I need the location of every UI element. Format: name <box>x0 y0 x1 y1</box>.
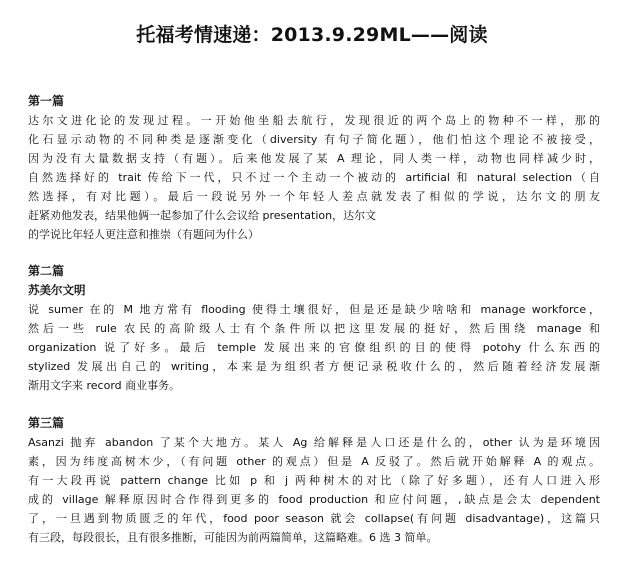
section-heading: 第三篇 <box>28 416 65 430</box>
paragraph-line: organization 说了好多。最后 temple 发展出来的官僚组织的目的使得 potohy 什么东西的 <box>28 341 600 354</box>
paragraph-line: 然选择，有对比题）。最后一段说另外一个年轻人差点就发表了相似的学说，达尔文的朋友 <box>28 190 600 203</box>
section-1 <box>28 92 600 244</box>
paragraph-line: 因为没有大量数据支持（有题）。后来他发展了某 A 理论，同人类一样，动物也同样减少时， <box>28 152 600 165</box>
section-2 <box>28 262 600 395</box>
paragraph-line: 了，一旦遇到物质匮乏的年代，food poor season 就会 collapse(有问题 disadvantage)，这篇只 <box>28 512 600 525</box>
paragraph-line: 有一大段再说 pattern change 比如 p 和 j 两种树木的对比（除了好多题），还有人口进入形 <box>28 474 600 487</box>
paragraph-line: 成的 village 解释原因时合作得到更多的 food production 和应付问题，,缺点是会太 dependent <box>28 493 600 506</box>
paragraph-line: 达尔文进化论的发现过程。一开始他坐船去航行，发现很近的两个岛上的物种不一样，那的 <box>28 114 600 127</box>
paragraph-line: 自然选择好的 trait 传给下一代，只不过一个主动一个被动的 artificial 和 natural selection（自 <box>28 171 600 184</box>
paragraph-line: 化石显示动物的不同种类是逐渐变化（diversity 有句子简化题），他们怕这个理论不被接受， <box>28 133 600 146</box>
paragraph-line: stylized 发展出自己的 writing，本来是为组织者方便记录税收什么的，然后随着经济发展渐 <box>28 360 600 373</box>
section-heading: 第二篇 <box>28 264 65 278</box>
paragraph-line: 说 sumer 在的 M 地方常有 flooding 使得土壤很好，但是还是缺少啥啥和 manage workforce， <box>28 303 600 316</box>
paragraph-line: 渐用文字来 record 商业事务。 <box>28 379 181 392</box>
section-subheading: 苏美尔文明 <box>28 283 86 297</box>
section-heading: 第一篇 <box>28 94 65 108</box>
paragraph-line: 的学说比年轻人更注意和推崇（有题问为什么） <box>28 228 259 241</box>
document-title: 托福考情速递：2013.9.29ML——阅读 <box>136 24 488 46</box>
paragraph-line: 素，因为纬度高树木少，（有问题 other 的观点）但是 A 反驳了。然后就开始解释 A 的观点。 <box>28 455 600 468</box>
paragraph-line: 有三段，每段很长，且有很多推断，可能因为前两篇简单，这篇略难。6 选 3 简单。 <box>28 531 438 544</box>
paragraph-line: 然后一些 rule 农民的高阶级人士有个条件所以把这里发展的挺好，然后围绕 manage 和 <box>28 322 600 335</box>
paragraph-line: 赶紧劝他发表，结果他俩一起参加了什么会议给 presentation，达尔文 <box>28 209 377 222</box>
paragraph-line: Asanzi 抛弃 abandon 了某个大地方。某人 Ag 给解释是人口还是什么的，other 认为是环境因 <box>28 436 600 449</box>
section-3 <box>28 414 600 547</box>
